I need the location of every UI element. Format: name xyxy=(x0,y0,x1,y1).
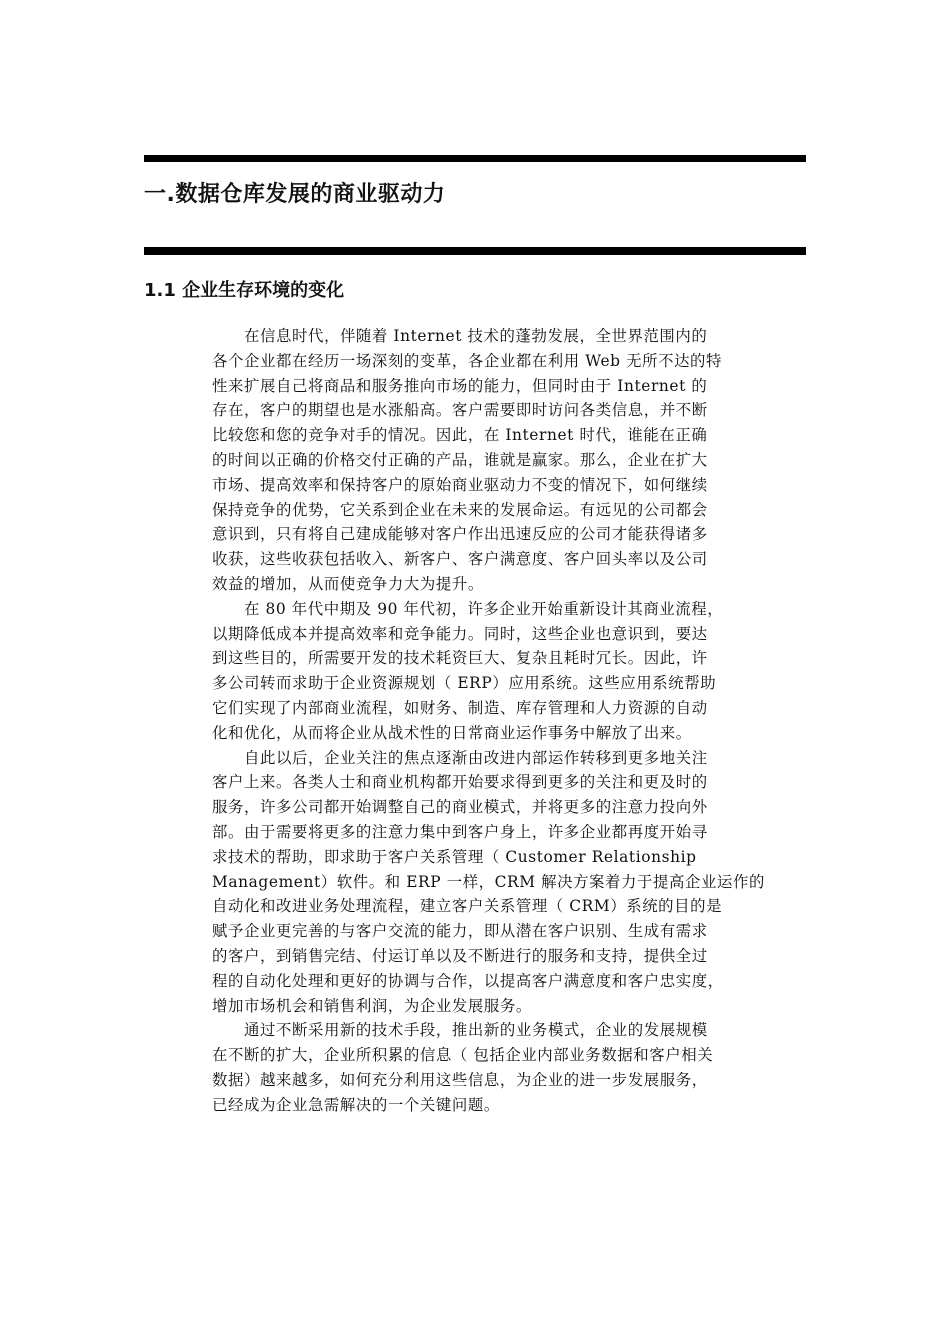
paragraph xyxy=(212,597,810,746)
paragraph xyxy=(212,1018,810,1117)
text-line: 收获，这些收获包括收入、新客户、客户满意度、客户回头率以及公司 xyxy=(212,550,708,569)
text-line: 服务，许多公司都开始调整自己的商业模式，并将更多的注意力投向外 xyxy=(212,798,708,817)
chapter-title: 一.数据仓库发展的商业驱动力 xyxy=(144,182,446,207)
text-line: 通过不断采用新的技术手段，推出新的业务模式，企业的发展规模 xyxy=(244,1021,708,1040)
text-line: 数据）越来越多，如何充分利用这些信息，为企业的进一步发展服务， xyxy=(212,1070,708,1089)
text-line: 市场、提高效率和保持客户的原始商业驱动力不变的情况下，如何继续 xyxy=(212,475,708,494)
text-line: 的时间以正确的价格交付正确的产品，谁就是赢家。那么，企业在扩大 xyxy=(212,450,708,469)
text-line: 在 80 年代中期及 90 年代初，许多企业开始重新设计其商业流程， xyxy=(244,599,724,618)
text-line: 程的自动化处理和更好的协调与合作，以提高客户满意度和客户忠实度， xyxy=(212,971,724,990)
paragraph xyxy=(212,746,810,1019)
chapter-top-rule xyxy=(144,155,806,162)
body-text xyxy=(212,324,810,1118)
text-line: 自动化和改进业务处理流程，建立客户关系管理（ CRM）系统的目的是 xyxy=(212,897,723,916)
text-line: 在信息时代，伴随着 Internet 技术的蓬勃发展，全世界范围内的 xyxy=(244,327,708,345)
text-line: 客户上来。各类人士和商业机构都开始要求得到更多的关注和更及时的 xyxy=(212,773,708,792)
text-line: 意识到，只有将自己建成能够对客户作出迅速反应的公司才能获得诸多 xyxy=(212,525,708,544)
text-line: 各个企业都在经历一场深刻的变革，各企业都在利用 Web 无所不达的特 xyxy=(212,351,723,370)
text-line: 增加市场机会和销售利润，为企业发展服务。 xyxy=(212,996,532,1015)
paragraph xyxy=(212,324,810,597)
text-line: 到这些目的，所需要开发的技术耗资巨大、复杂且耗时冗长。因此，许 xyxy=(212,649,708,668)
text-line: 保持竞争的优势，它关系到企业在未来的发展命运。有远见的公司都会 xyxy=(212,500,708,519)
text-line: 性来扩展自己将商品和服务推向市场的能力，但同时由于 Internet 的 xyxy=(212,376,708,395)
text-line: 在不断的扩大，企业所积累的信息（ 包括企业内部业务数据和客户相关 xyxy=(212,1046,714,1065)
text-line: 以期降低成本并提高效率和竞争能力。同时，这些企业也意识到，要达 xyxy=(212,624,708,643)
text-line: 自此以后，企业关注的焦点逐渐由改进内部运作转移到更多地关注 xyxy=(244,748,708,767)
text-line: 已经成为企业急需解决的一个关键问题。 xyxy=(212,1095,500,1114)
text-line: 比较您和您的竞争对手的情况。因此，在 Internet 时代，谁能在正确 xyxy=(212,426,708,445)
text-line: 多公司转而求助于企业资源规划（ ERP）应用系统。这些应用系统帮助 xyxy=(212,674,717,693)
text-line: Management）软件。和 ERP 一样，CRM 解决方案着力于提高企业运作的 xyxy=(212,872,765,891)
chapter-bottom-rule xyxy=(144,247,806,255)
text-line: 赋予企业更完善的与客户交流的能力，即从潜在客户识别、生成有需求 xyxy=(212,922,708,941)
text-line: 求技术的帮助，即求助于客户关系管理（ Customer Relationship xyxy=(212,847,697,866)
text-line: 部。由于需要将更多的注意力集中到客户身上，许多企业都再度开始寻 xyxy=(212,822,708,841)
text-line: 效益的增加，从而使竞争力大为提升。 xyxy=(212,574,484,593)
text-line: 的客户，到销售完结、付运订单以及不断进行的服务和支持，提供全过 xyxy=(212,946,708,965)
text-line: 存在，客户的期望也是水涨船高。客户需要即时访问各类信息，并不断 xyxy=(212,401,708,420)
text-line: 它们实现了内部商业流程，如财务、制造、库存管理和人力资源的自动 xyxy=(212,698,708,717)
text-line: 化和优化，从而将企业从战术性的日常商业运作事务中解放了出来。 xyxy=(212,723,692,742)
section-title: 1.1 企业生存环境的变化 xyxy=(144,280,345,301)
